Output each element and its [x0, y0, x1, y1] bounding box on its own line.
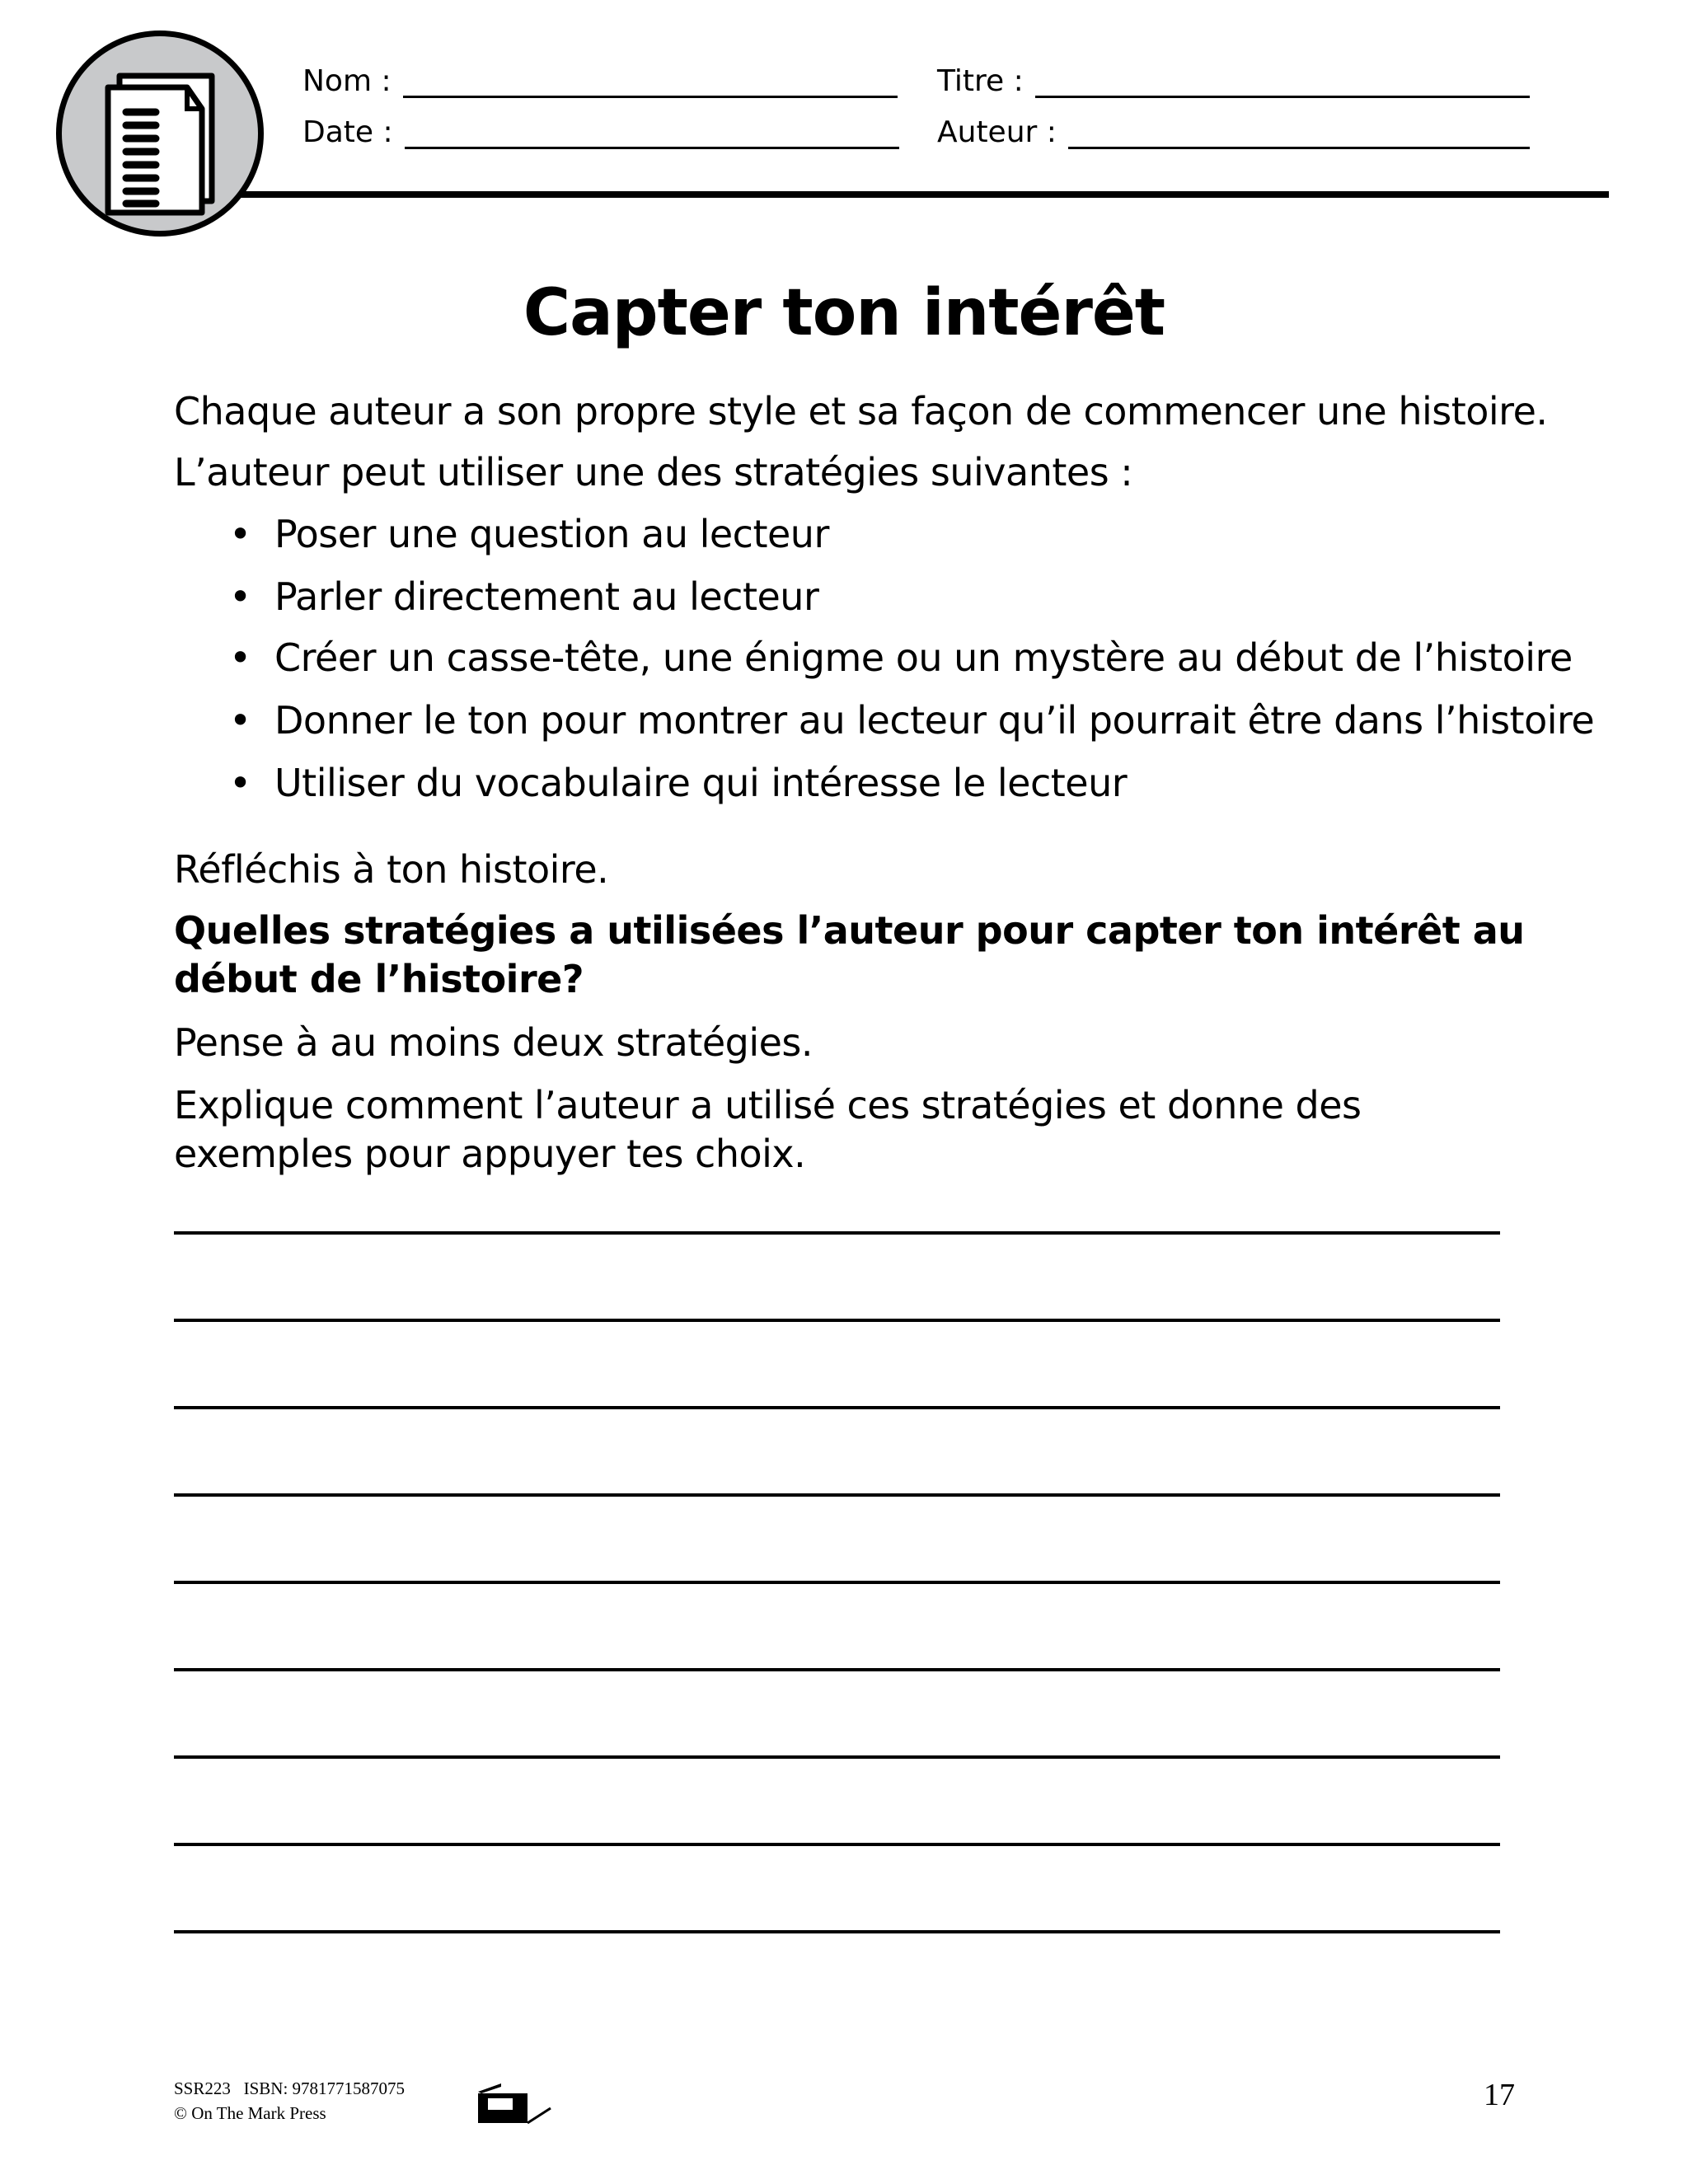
header-rule	[239, 191, 1609, 198]
name-field[interactable]	[302, 64, 898, 98]
answer-line[interactable]	[174, 1231, 1500, 1235]
isbn: ISBN: 9781771587075	[243, 2079, 406, 2098]
answer-line[interactable]	[174, 1581, 1500, 1584]
intro-line-1: Chaque auteur a son propre style et sa façon de commencer une histoire.	[174, 389, 1548, 434]
page-title: Capter ton intérêt	[523, 276, 1165, 350]
reflect-text: Réfléchis à ton histoire.	[174, 847, 609, 892]
intro-line-2: L’auteur peut utiliser une des stratégies suivantes :	[174, 450, 1133, 494]
name-label: Nom :	[302, 64, 392, 98]
answer-line[interactable]	[174, 1755, 1500, 1759]
date-input-line[interactable]	[405, 122, 899, 149]
answer-line[interactable]	[174, 1843, 1500, 1846]
instruction-line-1: Explique comment l’auteur a utilisé ces stratégies et donne des	[174, 1083, 1362, 1127]
answer-line[interactable]	[174, 1930, 1500, 1933]
title-field[interactable]	[937, 64, 1530, 98]
worksheet-logo	[56, 30, 264, 237]
product-code: SSR223	[174, 2079, 231, 2098]
copyright: © On The Mark Press	[174, 2103, 326, 2123]
bullet-dot-icon: •	[229, 574, 251, 619]
answer-line[interactable]	[174, 1493, 1500, 1497]
question-line-2: début de l’histoire?	[174, 957, 584, 1001]
question-line-1: Quelles stratégies a utilisées l’auteur pour capter ton intérêt au	[174, 908, 1525, 953]
strategy-item: Utiliser du vocabulaire qui intéresse le lecteur	[274, 761, 1128, 805]
answer-line[interactable]	[174, 1319, 1500, 1322]
answer-line[interactable]	[174, 1406, 1500, 1409]
bullet-dot-icon: •	[229, 512, 251, 556]
bullet-dot-icon: •	[229, 635, 251, 680]
author-input-line[interactable]	[1068, 122, 1530, 149]
name-input-line[interactable]	[403, 71, 898, 98]
hint-text: Pense à au moins deux stratégies.	[174, 1020, 814, 1065]
footer-code-isbn	[174, 2079, 405, 2099]
title-input-line[interactable]	[1035, 71, 1530, 98]
instruction-line-2: exemples pour appuyer tes choix.	[174, 1132, 806, 1176]
strategy-item: Créer un casse-tête, une énigme ou un mystère au début de l’histoire	[274, 635, 1573, 680]
strategy-item: Donner le ton pour montrer au lecteur qu’il pourrait être dans l’histoire	[274, 698, 1595, 743]
bullet-dot-icon: •	[229, 761, 251, 805]
document-pages-icon	[62, 36, 258, 231]
date-field[interactable]	[302, 115, 899, 149]
date-label: Date :	[302, 115, 393, 149]
page-number: 17	[1484, 2078, 1515, 2112]
strategy-item: Poser une question au lecteur	[274, 512, 829, 556]
author-field[interactable]	[937, 115, 1530, 149]
strategy-item: Parler directement au lecteur	[274, 574, 819, 619]
photocopier-icon	[476, 2083, 552, 2126]
title-label: Titre :	[937, 64, 1024, 98]
author-label: Auteur :	[937, 115, 1057, 149]
answer-line[interactable]	[174, 1668, 1500, 1671]
bullet-dot-icon: •	[229, 698, 251, 743]
